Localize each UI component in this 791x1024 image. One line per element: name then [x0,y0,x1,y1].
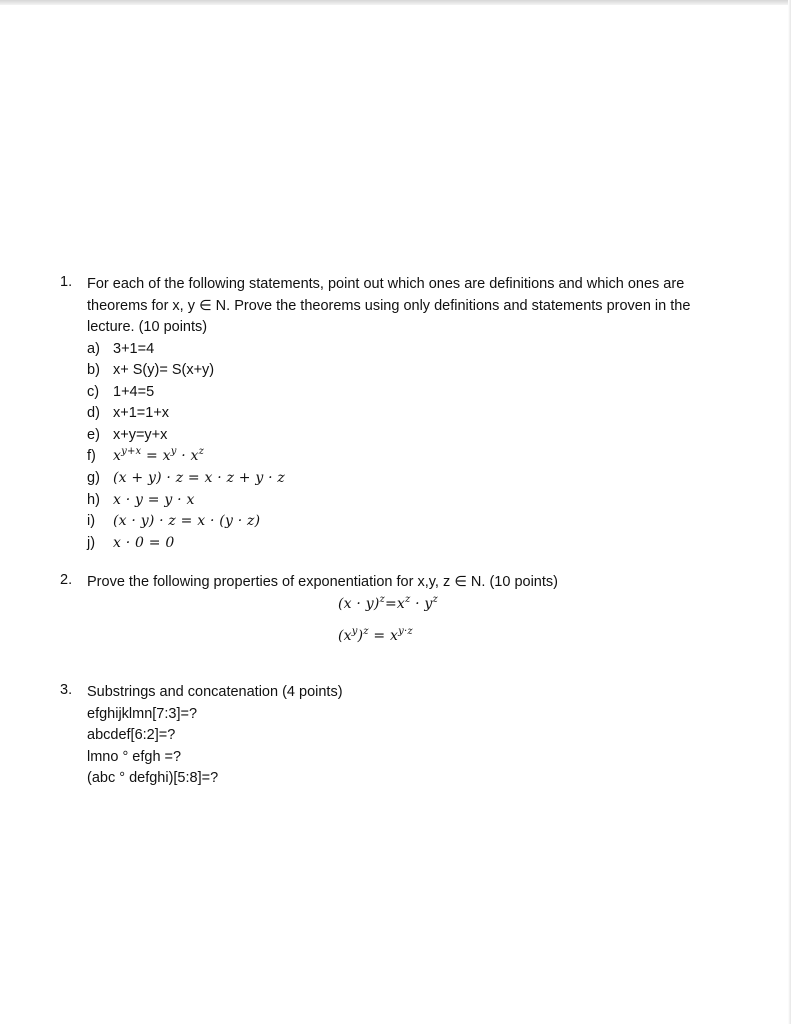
item-text: 1+4=5 [113,383,155,400]
item-label: f) [87,448,96,465]
item-text: x · 0 = 0 [113,534,175,551]
question-text: Prove the following properties of exponentiation for x,y, z ∈ N. (10 points) [87,574,558,590]
question-text: Substrings and concatenation (4 points) [87,684,343,700]
math-term: = x [368,628,399,644]
item-text: (x · y) · z = x · (y · z) [113,513,261,530]
question-number: 2. [60,572,73,588]
item-text: x · y = y · x [113,491,195,508]
statement-c [87,382,740,404]
math-exponent: z [404,594,411,605]
question-1 [60,274,740,554]
item-text: x+y=y+x [113,426,168,443]
statement-a [87,339,740,361]
math-exponent: y [351,626,358,637]
statement-g [87,468,740,490]
statement-j [87,533,740,555]
substring-line: abcdef[6:2]=? [87,727,176,744]
math-term: =x [384,596,405,612]
math-term: ) [357,628,364,644]
statement-d [87,403,740,425]
statement-h [87,490,740,512]
item-label: g) [87,470,100,487]
substring-line: efghijklmn[7:3]=? [87,705,198,722]
question-2 [60,572,740,594]
item-label: a) [87,340,100,357]
item-label: b) [87,362,100,379]
item-text: (x + y) · z = x · z + y · z [113,470,286,487]
math-exponent: y+x [121,446,142,458]
math-exponent: z [363,626,369,637]
item-label: e) [87,426,100,443]
item-label: d) [87,405,100,422]
item-text: x+1=1+x [113,405,170,422]
math-term: (x · y) [338,596,380,612]
item-label: h) [87,491,100,508]
statement-b [87,360,740,382]
concatenation-line: lmno ° efgh =? [87,748,182,765]
math-term: (x [338,628,352,644]
item-label: i) [87,513,96,530]
concatenation-line: (abc ° defghi)[5:8]=? [87,770,219,787]
math-operator: · [176,448,191,465]
math-exponent: y·z [398,626,413,637]
question-number: 3. [60,682,73,698]
statement-f [87,446,740,468]
math-term: · y [410,596,433,612]
formula-power-of-product [338,596,438,612]
math-base: x [162,448,171,465]
math-exponent: z [432,594,438,605]
math-operator: = [141,448,163,465]
item-text: x+ S(y)= S(x+y) [113,362,215,379]
math-base: x [113,448,122,465]
formula-power-of-power [338,628,413,644]
math-base: x [190,448,199,465]
statement-e [87,425,740,447]
item-label: c) [87,383,100,400]
math-exponent: z [379,594,385,605]
math-expression [113,446,204,468]
math-exponent: y [170,446,177,458]
question-text: For each of the following statements, point out which ones are definitions and which ones are theorems for x, y ∈ N. Prove the theorems using only definitions and statements proven in the lecture. (10 points) [87,276,691,335]
math-exponent: z [198,446,205,458]
question-number: 1. [60,274,73,290]
item-text: 3+1=4 [113,340,155,357]
statement-i [87,511,740,533]
question-3 [60,682,740,790]
item-label: j) [87,534,96,551]
